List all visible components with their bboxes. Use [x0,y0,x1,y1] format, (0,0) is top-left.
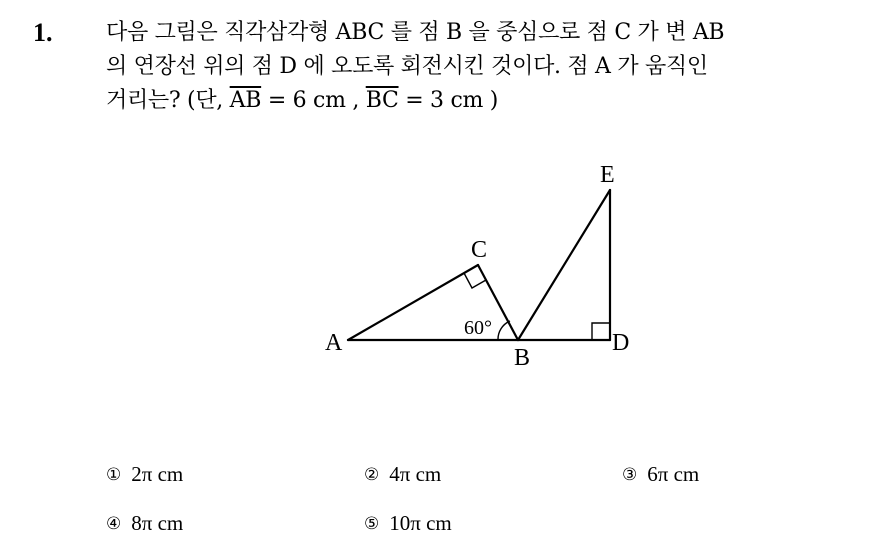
segment-bc-value: = 3 cm ) [398,88,499,113]
angle-arc-b [498,321,510,340]
choice-5-mark: ⑤ [364,514,380,534]
choice-1-value: 2π cm [131,462,184,486]
choice-2-mark: ② [364,465,380,485]
segment-bc: $\overline{BC}$ [365,88,399,113]
question-text [106,16,866,118]
choice-3-value: 6π cm [647,462,700,486]
question-line-3 [106,84,866,118]
segment-b-e-line [518,190,610,340]
label-c: C [471,237,488,263]
segment-ab: $\overline{AB}$ [229,88,262,113]
right-angle-mark-d [592,323,610,340]
label-e: E [600,162,615,188]
choice-3[interactable] [622,460,699,490]
choice-4[interactable] [106,509,183,539]
label-b: B [514,345,531,371]
choice-5[interactable] [364,509,452,539]
choice-3-mark: ③ [622,465,638,485]
choice-2[interactable] [364,460,441,490]
choice-4-value: 8π cm [131,511,184,535]
label-a: A [325,330,343,356]
choice-4-mark: ④ [106,514,122,534]
question-number: 1. [33,18,53,47]
label-angle-60: 60° [464,317,492,339]
question-line-2: 의 연장선 위의 점 D 에 오도록 회전시킨 것이다. 점 A 가 움직인 [106,54,708,79]
choice-1-mark: ① [106,465,122,485]
segment-a-c-line [348,265,478,340]
choice-5-value: 10π cm [389,511,452,535]
question-line-3-prefix: 거리는? (단, [106,88,230,113]
choice-2-value: 4π cm [389,462,442,486]
segment-ab-value: = 6 cm , [261,88,366,113]
segment-c-b-line [478,265,518,340]
choice-1[interactable] [106,460,183,490]
right-angle-mark-c [464,273,486,288]
question-line-1: 다음 그림은 직각삼각형 ABC 를 점 B 을 중심으로 점 C 가 변 AB [106,20,725,45]
label-d: D [612,330,630,356]
